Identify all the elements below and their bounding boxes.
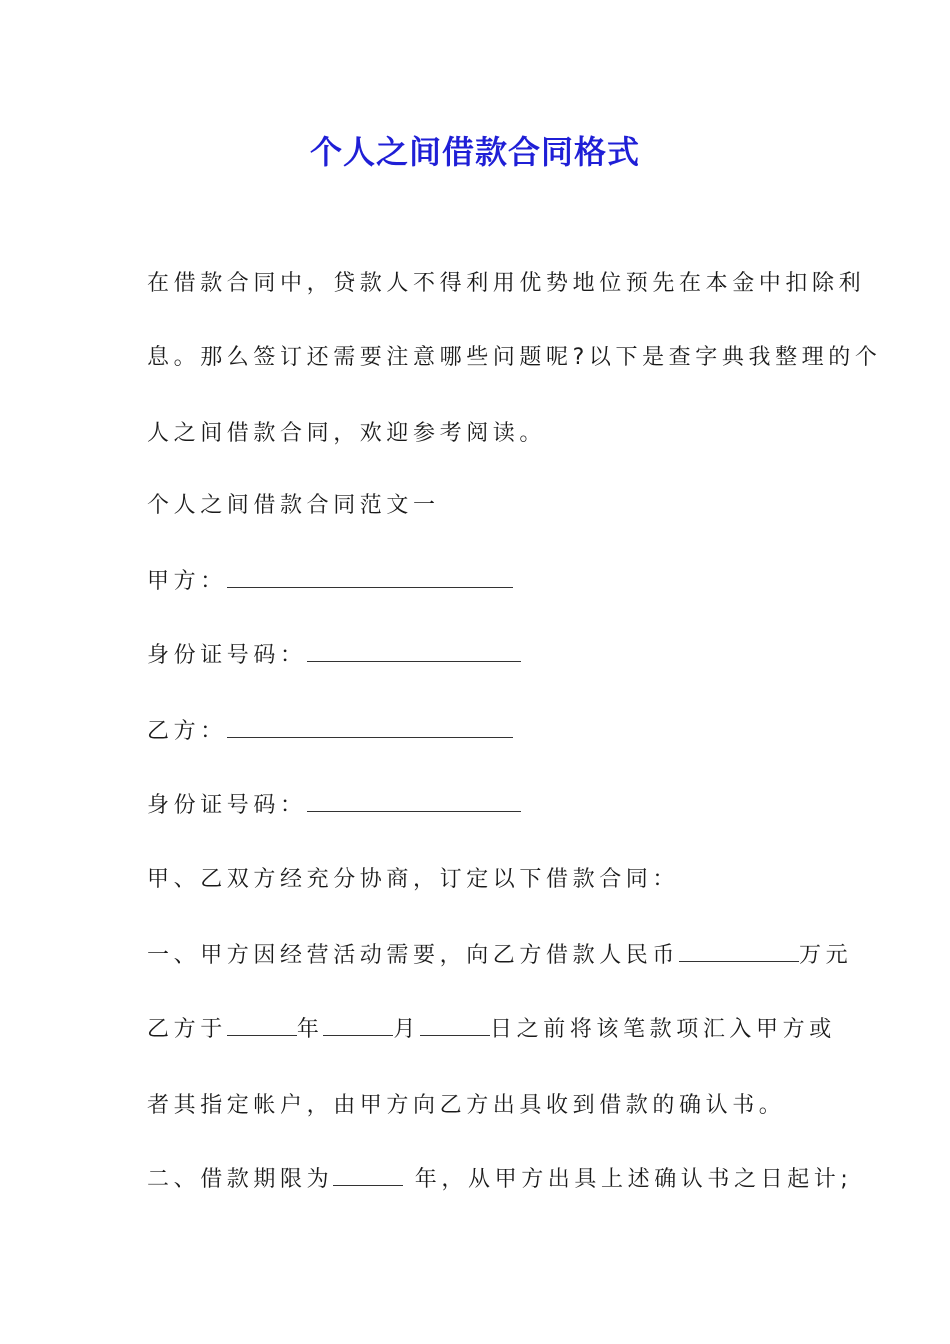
section-heading: 个人之间借款合同范文一 — [147, 493, 440, 518]
clause1-month-label: 月 — [393, 1017, 421, 1042]
agreement-intro: 甲、乙双方经充分协商，订定以下借款合同： — [147, 867, 680, 892]
clause1-line-1 — [147, 940, 852, 972]
intro-line-1: 在借款合同中，贷款人不得利用优势地位预先在本金中扣除利 — [147, 271, 866, 296]
term-blank — [333, 1165, 403, 1186]
document-title: 个人之间借款合同格式 — [309, 133, 640, 171]
party-a-row — [147, 566, 513, 598]
amount-blank — [679, 941, 799, 962]
month-blank — [323, 1015, 393, 1036]
intro-line-3: 人之间借款合同，欢迎参考阅读。 — [147, 421, 547, 446]
id-b-blank — [307, 791, 521, 812]
id-a-row — [147, 640, 521, 672]
year-blank — [227, 1015, 297, 1036]
clause2-suffix: 年，从甲方出具上述确认书之日起计; — [403, 1167, 853, 1192]
clause2-prefix: 二、借款期限为 — [147, 1167, 334, 1192]
clause1-year-label: 年 — [296, 1017, 324, 1042]
party-a-blank — [227, 567, 513, 588]
id-b-row — [147, 790, 521, 822]
clause1-line2-a: 乙方于 — [147, 1017, 227, 1042]
day-blank — [420, 1015, 490, 1036]
id-a-blank — [307, 641, 521, 662]
party-b-label: 乙方： — [147, 719, 227, 744]
clause1-line2-rest: 日之前将该笔款项汇入甲方或 — [490, 1017, 836, 1042]
party-b-blank — [227, 717, 513, 738]
clause2-line-1 — [147, 1164, 852, 1196]
clause1-line-3: 者其指定帐户，由甲方向乙方出具收到借款的确认书。 — [147, 1093, 786, 1118]
id-a-label: 身份证号码： — [147, 643, 307, 668]
intro-line-2: 息。那么签订还需要注意哪些问题呢?以下是查字典我整理的个 — [147, 345, 882, 370]
clause1-suffix: 万元 — [799, 943, 853, 968]
id-b-label: 身份证号码： — [147, 793, 307, 818]
party-a-label: 甲方： — [147, 569, 227, 594]
party-b-row — [147, 716, 513, 748]
clause1-line-2 — [147, 1014, 836, 1046]
clause1-prefix: 一、甲方因经营活动需要，向乙方借款人民币 — [147, 943, 680, 968]
